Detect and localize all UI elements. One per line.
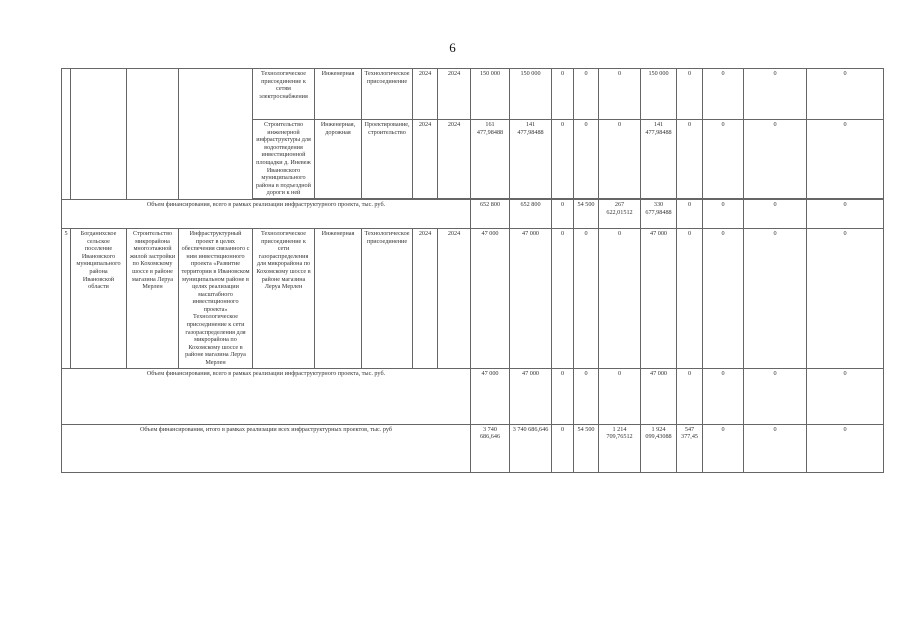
regional-cell: 0	[574, 368, 599, 424]
work-type-cell: Технологическое присоединение	[362, 69, 413, 120]
subtotal-row	[62, 199, 884, 228]
subtotal-label: Объем финансирования, всего в рамках реализации инфраструктурного проекта, тыс. руб.	[62, 368, 471, 424]
total-cell: 652 800	[471, 199, 510, 228]
year5-cell: 0	[807, 120, 884, 199]
municipal-cell: 0	[599, 120, 641, 199]
subtotal-row	[62, 368, 884, 424]
year5-cell: 0	[807, 69, 884, 120]
total-cell: 3 740 686,646	[471, 424, 510, 472]
project-name-cell	[127, 69, 179, 200]
regional-cell: 54 500	[574, 424, 599, 472]
row-number-cell: 5	[62, 228, 71, 368]
regional-cell: 0	[574, 120, 599, 199]
year3-cell: 0	[703, 69, 744, 120]
infrastructure-type-cell: Инженерная	[315, 228, 362, 368]
total-cell: 47 000	[471, 368, 510, 424]
infrastructure-type-cell: Инженерная, дорожная	[315, 120, 362, 199]
year2-cell: 0	[677, 228, 703, 368]
year2-cell: 0	[677, 199, 703, 228]
year-total-cell: 47 000	[510, 228, 552, 368]
object-name-cell: Технологическое присоединение к сетям электроснабжения	[253, 69, 315, 120]
extrabudget-cell: 330 677,98488	[641, 199, 677, 228]
regional-cell: 0	[574, 69, 599, 120]
regional-cell: 0	[574, 228, 599, 368]
project-goal-cell: Инфраструктурный проект в целях обеспечения связанного с ним инвестиционного проекта «Развитие территории в Ивановском муниципальном районе в целях реализации масштабного инвестиционного проекта» Технологическое присоединение к сети газораспределения для микрорайона по Кохомскому шоссе в районе магазина Леруа Мерлен	[179, 228, 253, 368]
project-goal-cell	[179, 69, 253, 200]
federal-cell: 0	[552, 368, 574, 424]
municipal-cell: 0	[599, 368, 641, 424]
year5-cell: 0	[807, 199, 884, 228]
table-row	[62, 228, 884, 368]
total-cell: 161 477,98488	[471, 120, 510, 199]
year-end-cell: 2024	[438, 228, 471, 368]
work-type-cell: Технологическое присоединение	[362, 228, 413, 368]
financing-table	[61, 68, 884, 473]
municipal-cell: 0	[599, 69, 641, 120]
extrabudget-cell: 1 924 099,43088	[641, 424, 677, 472]
year-end-cell: 2024	[438, 69, 471, 120]
year-start-cell: 2024	[413, 69, 438, 120]
year4-cell: 0	[744, 120, 807, 199]
year3-cell: 0	[703, 120, 744, 199]
object-name-cell: Строительство инженерной инфраструктуры для водоотведения инвестиционной площадки д. Иневеж Ивановского муниципального района в подъездной дороги к ней	[253, 120, 315, 199]
year4-cell: 0	[744, 368, 807, 424]
year-total-cell: 3 740 686,646	[510, 424, 552, 472]
year3-cell: 0	[703, 368, 744, 424]
municipal-cell: 0	[599, 228, 641, 368]
federal-cell: 0	[552, 120, 574, 199]
year-end-cell: 2024	[438, 120, 471, 199]
page-number: 6	[449, 40, 456, 55]
year5-cell: 0	[807, 228, 884, 368]
year-total-cell: 141 477,98488	[510, 120, 552, 199]
federal-cell: 0	[552, 228, 574, 368]
year4-cell: 0	[744, 228, 807, 368]
work-type-cell: Проектирование, строительство	[362, 120, 413, 199]
project-name-cell: Строительство микрорайона многоэтажной жилой застройки по Кохомскому шоссе в районе магазина Леруа Мерлен	[127, 228, 179, 368]
grand-total-label: Объем финансирования, итого в рамках реализации всех инфраструктурных проектов, тыс. руб	[62, 424, 471, 472]
total-cell: 150 000	[471, 69, 510, 120]
year-start-cell: 2024	[413, 228, 438, 368]
year-total-cell: 150 000	[510, 69, 552, 120]
year2-cell: 0	[677, 120, 703, 199]
subtotal-label: Объем финансирования, всего в рамках реализации инфраструктурного проекта, тыс. руб.	[62, 199, 471, 228]
year-total-cell: 652 800	[510, 199, 552, 228]
federal-cell: 0	[552, 424, 574, 472]
year4-cell: 0	[744, 424, 807, 472]
table-row	[62, 69, 884, 120]
year3-cell: 0	[703, 199, 744, 228]
federal-cell: 0	[552, 199, 574, 228]
year5-cell: 0	[807, 424, 884, 472]
regional-cell: 54 500	[574, 199, 599, 228]
year3-cell: 0	[703, 424, 744, 472]
row-number-cell	[62, 69, 71, 200]
extrabudget-cell: 47 000	[641, 368, 677, 424]
infrastructure-type-cell: Инженерная	[315, 69, 362, 120]
year3-cell: 0	[703, 228, 744, 368]
object-name-cell: Технологическое присоединение к сети газораспределения для микрорайона по Кохомскому шоссе в районе магазина Леруа Мерлен	[253, 228, 315, 368]
extrabudget-cell: 47 000	[641, 228, 677, 368]
year2-cell: 0	[677, 368, 703, 424]
year2-cell: 0	[677, 69, 703, 120]
extrabudget-cell: 150 000	[641, 69, 677, 120]
municipality-cell	[71, 69, 127, 200]
year-total-cell: 47 000	[510, 368, 552, 424]
year2-cell: 547 377,45	[677, 424, 703, 472]
total-cell: 47 000	[471, 228, 510, 368]
federal-cell: 0	[552, 69, 574, 120]
municipality-cell: Богданихское сельское поселение Ивановского муниципального района Ивановской области	[71, 228, 127, 368]
municipal-cell: 1 214 709,76512	[599, 424, 641, 472]
extrabudget-cell: 141 477,98488	[641, 120, 677, 199]
grand-total-row	[62, 424, 884, 472]
municipal-cell: 267 622,01512	[599, 199, 641, 228]
year4-cell: 0	[744, 69, 807, 120]
year4-cell: 0	[744, 199, 807, 228]
year-start-cell: 2024	[413, 120, 438, 199]
year5-cell: 0	[807, 368, 884, 424]
